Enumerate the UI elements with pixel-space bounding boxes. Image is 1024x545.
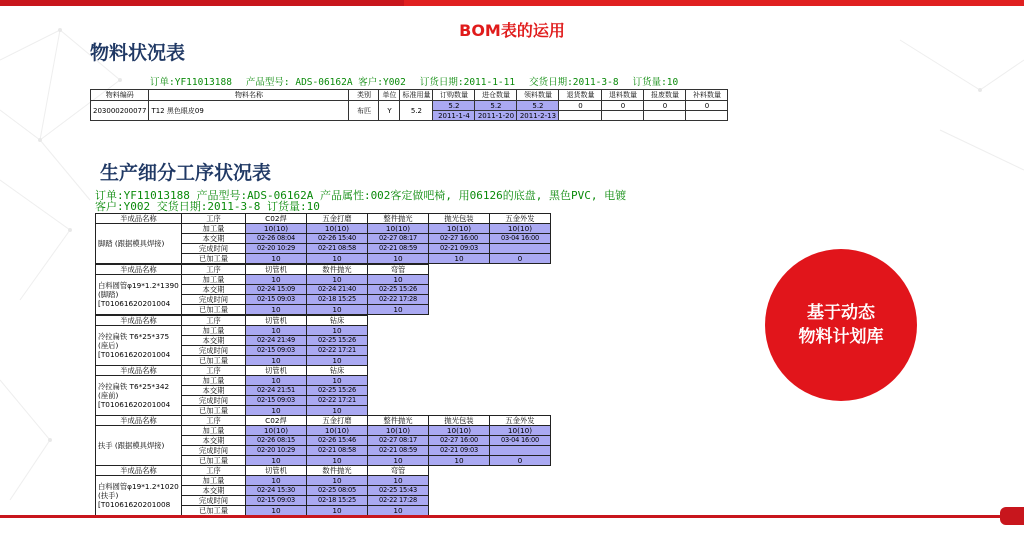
table-header-row bbox=[91, 90, 728, 101]
row-label: 已加工量 bbox=[182, 456, 246, 466]
process-value-cell: 10 bbox=[246, 305, 307, 315]
process-step-name: 弯管 bbox=[368, 265, 429, 275]
pick-qty-cell: 5.2 bbox=[517, 101, 559, 111]
process-value-cell: 10(10) bbox=[368, 426, 429, 436]
material-name: T12 黑色眼皮09 bbox=[149, 101, 349, 121]
process-step-name: 数件抛光 bbox=[307, 265, 368, 275]
process-value-cell: 02-21 09:03 bbox=[429, 244, 490, 254]
process-step-name: 弯管 bbox=[368, 466, 429, 476]
process-value-cell: 10(10) bbox=[429, 426, 490, 436]
empty-cell bbox=[602, 111, 644, 121]
process-value-cell: 10 bbox=[429, 254, 490, 264]
row-label: 完成时间 bbox=[182, 496, 246, 506]
process-value-cell: 02-26 08:04 bbox=[246, 234, 307, 244]
process-step-name: 整件抛光 bbox=[368, 214, 429, 224]
process-step-name: 钻床 bbox=[307, 316, 368, 326]
column-header: 补料数量 bbox=[686, 90, 728, 101]
process-value-cell: 02-25 08:05 bbox=[307, 486, 368, 496]
row-label: 本交期 bbox=[182, 234, 246, 244]
badge-line-2: 物料计划库 bbox=[798, 327, 884, 347]
material-category: 布匹 bbox=[349, 101, 379, 121]
process-value-cell: 10(10) bbox=[490, 224, 551, 234]
process-value-cell: 02-21 08:58 bbox=[307, 446, 368, 456]
section-title-process-status: 生产细分工序状况表 bbox=[100, 162, 272, 184]
row-label: 完成时间 bbox=[182, 244, 246, 254]
process-step-name: 切管机 bbox=[246, 265, 307, 275]
process-value-cell: 10 bbox=[307, 356, 368, 366]
semi-product-header: 半成品名称 bbox=[96, 416, 182, 426]
process-value-cell: 02-27 08:17 bbox=[368, 436, 429, 446]
process-value-cell: 02-22 17:28 bbox=[368, 496, 429, 506]
process-value-cell: 10(10) bbox=[490, 426, 551, 436]
in-date-cell: 2011-1-20 bbox=[475, 111, 517, 121]
row-label: 本交期 bbox=[182, 285, 246, 295]
process-step-header: 工序 bbox=[182, 416, 246, 426]
process-value-cell: 02-20 10:29 bbox=[246, 446, 307, 456]
process-value-cell: 02-21 09:03 bbox=[429, 446, 490, 456]
process-value-cell: 10 bbox=[307, 406, 368, 416]
process-value-cell: 10 bbox=[368, 305, 429, 315]
process-value-cell: 02-25 15:43 bbox=[368, 486, 429, 496]
row-label: 本交期 bbox=[182, 336, 246, 346]
product-model: 产品型号: ADS-06162A 客户:Y002 bbox=[245, 77, 406, 88]
row-label: 已加工量 bbox=[182, 254, 246, 264]
process-value-cell: 02-27 16:00 bbox=[429, 234, 490, 244]
process-block bbox=[95, 465, 429, 516]
top-accent-bar bbox=[0, 0, 1024, 6]
column-header: 退料数量 bbox=[602, 90, 644, 101]
process-value-cell: 10(10) bbox=[429, 224, 490, 234]
row-label: 已加工量 bbox=[182, 506, 246, 516]
process-value-cell: 10 bbox=[307, 476, 368, 486]
row-label: 已加工量 bbox=[182, 406, 246, 416]
process-step-name: 钻床 bbox=[307, 366, 368, 376]
pick-date-cell: 2011-2-13 bbox=[517, 111, 559, 121]
process-value-cell: 02-15 09:03 bbox=[246, 295, 307, 305]
supplement-qty-cell: 0 bbox=[686, 101, 728, 111]
row-label: 完成时间 bbox=[182, 295, 246, 305]
table-row bbox=[96, 224, 551, 234]
semi-product-header: 半成品名称 bbox=[96, 214, 182, 224]
dynamic-material-plan-badge bbox=[766, 250, 916, 400]
process-value-cell: 10 bbox=[246, 326, 307, 336]
return-material-cell: 0 bbox=[602, 101, 644, 111]
row-label: 加工量 bbox=[182, 476, 246, 486]
process-value-cell: 02-15 09:03 bbox=[246, 346, 307, 356]
process-step-name: C02焊 bbox=[246, 214, 307, 224]
slide-title: BOM表的运用 bbox=[459, 21, 565, 40]
row-label: 完成时间 bbox=[182, 346, 246, 356]
empty-cell bbox=[559, 111, 602, 121]
process-value-cell: 10 bbox=[307, 456, 368, 466]
process-value-cell: 10 bbox=[368, 456, 429, 466]
process-step-name: 五金打磨 bbox=[307, 416, 368, 426]
process-value-cell: 10 bbox=[368, 476, 429, 486]
semi-product-name: 脚踏 (跟据模具焊接) bbox=[96, 224, 182, 264]
process-value-cell: 10 bbox=[368, 275, 429, 285]
return-qty-cell: 0 bbox=[559, 101, 602, 111]
process-value-cell: 02-15 09:03 bbox=[246, 496, 307, 506]
material-code: 203000200077 bbox=[91, 101, 149, 121]
process-header-row bbox=[96, 316, 368, 326]
semi-product-name: 冷拉扁铁 T6*25*342 (座前) [T01061620201004 bbox=[96, 376, 182, 416]
process-value-cell: 02-18 15:25 bbox=[307, 496, 368, 506]
process-value-cell: 02-25 15:26 bbox=[307, 336, 368, 346]
semi-product-name: 白料圆管φ19*1.2*1020 (扶手) [T01061620201008 bbox=[96, 476, 182, 516]
row-label: 已加工量 bbox=[182, 356, 246, 366]
semi-product-name: 扶手 (跟据模具焊接) bbox=[96, 426, 182, 466]
process-value-cell: 10 bbox=[429, 456, 490, 466]
process-step-name: C02焊 bbox=[246, 416, 307, 426]
column-header: 报废数量 bbox=[644, 90, 686, 101]
row-label: 完成时间 bbox=[182, 396, 246, 406]
process-value-cell: 02-21 08:58 bbox=[307, 244, 368, 254]
process-step-name: 数件抛光 bbox=[307, 466, 368, 476]
bottom-accent-bar bbox=[0, 515, 1010, 518]
column-header: 物料编码 bbox=[91, 90, 149, 101]
row-label: 本交期 bbox=[182, 436, 246, 446]
process-step-header: 工序 bbox=[182, 265, 246, 275]
process-value-cell: 10 bbox=[246, 406, 307, 416]
column-header: 进仓数量 bbox=[475, 90, 517, 101]
process-value-cell: 10 bbox=[246, 456, 307, 466]
process-value-cell: 03-04 16:00 bbox=[490, 234, 551, 244]
process-block bbox=[95, 415, 551, 466]
semi-product-header: 半成品名称 bbox=[96, 466, 182, 476]
process-header-row bbox=[96, 214, 551, 224]
process-value-cell: 02-25 15:26 bbox=[307, 386, 368, 396]
process-value-cell: 02-21 08:59 bbox=[368, 446, 429, 456]
process-value-cell: 10 bbox=[246, 506, 307, 516]
process-value-cell: 10 bbox=[307, 376, 368, 386]
row-label: 本交期 bbox=[182, 486, 246, 496]
process-value-cell: 10(10) bbox=[246, 426, 307, 436]
process-block bbox=[95, 264, 429, 315]
table-row bbox=[91, 101, 728, 111]
process-value-cell: 02-18 15:25 bbox=[307, 295, 368, 305]
section-title-material-status: 物料状况表 bbox=[90, 42, 186, 64]
process-value-cell: 02-22 17:21 bbox=[307, 396, 368, 406]
process-step-header: 工序 bbox=[182, 366, 246, 376]
semi-product-header: 半成品名称 bbox=[96, 316, 182, 326]
semi-product-header: 半成品名称 bbox=[96, 366, 182, 376]
in-qty-cell: 5.2 bbox=[475, 101, 517, 111]
process-step-name: 五金外发 bbox=[490, 214, 551, 224]
delivery-date: 交货日期:2011-3-8 bbox=[529, 77, 619, 88]
process-value-cell: 10 bbox=[307, 506, 368, 516]
process-value-cell: 02-26 08:15 bbox=[246, 436, 307, 446]
process-value-cell: 02-24 15:30 bbox=[246, 486, 307, 496]
process-value-cell: 10 bbox=[246, 275, 307, 285]
process-value-cell: 02-25 15:26 bbox=[368, 285, 429, 295]
process-value-cell: 10(10) bbox=[246, 224, 307, 234]
process-value-cell: 10 bbox=[307, 326, 368, 336]
process-header-row bbox=[96, 416, 551, 426]
process-value-cell: 02-22 17:21 bbox=[307, 346, 368, 356]
process-value-cell: 10 bbox=[368, 506, 429, 516]
process-value-cell: 02-26 15:46 bbox=[307, 436, 368, 446]
process-header-row bbox=[96, 265, 429, 275]
row-label: 已加工量 bbox=[182, 305, 246, 315]
bottom-accent-tab bbox=[1000, 507, 1024, 525]
column-header: 物料名称 bbox=[149, 90, 349, 101]
material-status-table bbox=[90, 89, 728, 121]
empty-cell bbox=[686, 111, 728, 121]
process-value-cell: 10 bbox=[307, 254, 368, 264]
process-value-cell: 03-04 16:00 bbox=[490, 436, 551, 446]
process-value-cell: 10(10) bbox=[307, 426, 368, 436]
row-label: 加工量 bbox=[182, 376, 246, 386]
scrap-qty-cell: 0 bbox=[644, 101, 686, 111]
badge-line-1: 基于动态 bbox=[807, 303, 875, 323]
process-value-cell: 10 bbox=[307, 305, 368, 315]
process-value-cell: 10(10) bbox=[307, 224, 368, 234]
process-value-cell: 02-15 09:03 bbox=[246, 396, 307, 406]
process-value-cell: 02-26 15:40 bbox=[307, 234, 368, 244]
process-step-name: 整件抛光 bbox=[368, 416, 429, 426]
process-value-cell: 10 bbox=[246, 356, 307, 366]
process-value-cell: 02-21 08:59 bbox=[368, 244, 429, 254]
row-label: 加工量 bbox=[182, 426, 246, 436]
process-step-name: 五金打磨 bbox=[307, 214, 368, 224]
process-value-cell: 10(10) bbox=[368, 224, 429, 234]
row-label: 加工量 bbox=[182, 275, 246, 285]
table-row bbox=[96, 426, 551, 436]
process-value-cell: 10 bbox=[368, 254, 429, 264]
order-number: 订单:YF11013188 bbox=[150, 77, 232, 88]
process-value-cell: 02-24 21:51 bbox=[246, 386, 307, 396]
order-date-cell: 2011-1-4 bbox=[433, 111, 475, 121]
standard-usage: 5.2 bbox=[400, 101, 433, 121]
process-value-cell: 02-24 21:40 bbox=[307, 285, 368, 295]
process-step-header: 工序 bbox=[182, 214, 246, 224]
order-qty-cell: 5.2 bbox=[433, 101, 475, 111]
process-step-header: 工序 bbox=[182, 466, 246, 476]
process-value-cell bbox=[490, 446, 551, 456]
process-value-cell: 0 bbox=[490, 254, 551, 264]
process-value-cell: 02-27 08:17 bbox=[368, 234, 429, 244]
process-block bbox=[95, 365, 368, 416]
process-value-cell: 02-27 16:00 bbox=[429, 436, 490, 446]
process-value-cell: 02-20 10:29 bbox=[246, 244, 307, 254]
process-value-cell: 10 bbox=[246, 254, 307, 264]
process-step-name: 切管机 bbox=[246, 316, 307, 326]
column-header: 类别 bbox=[349, 90, 379, 101]
table-row bbox=[96, 275, 429, 285]
process-step-header: 工序 bbox=[182, 316, 246, 326]
process-step-name: 抛光包装 bbox=[429, 214, 490, 224]
row-label: 完成时间 bbox=[182, 446, 246, 456]
process-value-cell: 10 bbox=[246, 376, 307, 386]
process-block bbox=[95, 213, 551, 264]
semi-product-name: 冷拉扁铁 T6*25*375 (座后) [T01061620201004 bbox=[96, 326, 182, 366]
order-quantity: 订货量:10 bbox=[632, 77, 679, 88]
process-value-cell: 10 bbox=[246, 476, 307, 486]
table-row bbox=[96, 376, 368, 386]
process-step-name: 切管机 bbox=[246, 366, 307, 376]
column-header: 退货数量 bbox=[559, 90, 602, 101]
process-block bbox=[95, 315, 368, 366]
column-header: 订购数量 bbox=[433, 90, 475, 101]
process-value-cell: 10 bbox=[307, 275, 368, 285]
material-unit: Y bbox=[379, 101, 400, 121]
semi-product-header: 半成品名称 bbox=[96, 265, 182, 275]
process-value-cell: 02-24 21:49 bbox=[246, 336, 307, 346]
process-step-name: 切管机 bbox=[246, 466, 307, 476]
column-header: 单位 bbox=[379, 90, 400, 101]
process-customer-info: 客户:Y002 交货日期:2011-3-8 订货量:10 bbox=[95, 200, 320, 213]
process-step-name: 五金外发 bbox=[490, 416, 551, 426]
column-header: 领料数量 bbox=[517, 90, 559, 101]
table-row bbox=[96, 326, 368, 336]
material-order-info bbox=[150, 74, 692, 88]
semi-product-name: 白料圆管φ19*1.2*1390 (脚踏) [T01061620201004 bbox=[96, 275, 182, 315]
process-header-row bbox=[96, 466, 429, 476]
process-value-cell: 02-24 15:09 bbox=[246, 285, 307, 295]
order-date: 订货日期:2011-1-11 bbox=[419, 77, 516, 88]
process-value-cell: 02-22 17:28 bbox=[368, 295, 429, 305]
process-header-row bbox=[96, 366, 368, 376]
empty-cell bbox=[644, 111, 686, 121]
row-label: 加工量 bbox=[182, 224, 246, 234]
row-label: 加工量 bbox=[182, 326, 246, 336]
process-order-info: 订单:YF11013188 产品型号:ADS-06162A 产品属性:002客定做吧椅, 用06126的底盘, 黑色PVC, 电镀 bbox=[95, 189, 627, 202]
column-header: 标准用量 bbox=[400, 90, 433, 101]
row-label: 本交期 bbox=[182, 386, 246, 396]
table-row bbox=[96, 476, 429, 486]
process-step-name: 抛光包装 bbox=[429, 416, 490, 426]
process-value-cell bbox=[490, 244, 551, 254]
process-value-cell: 0 bbox=[490, 456, 551, 466]
